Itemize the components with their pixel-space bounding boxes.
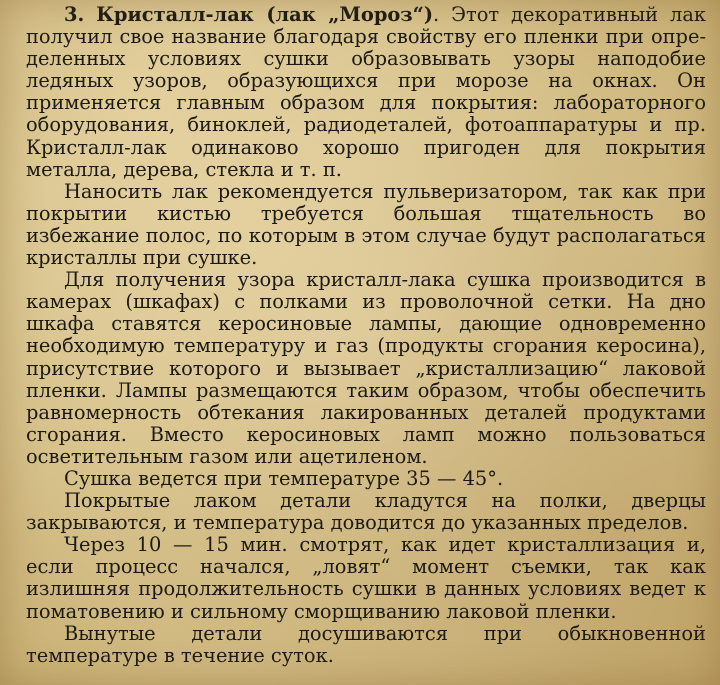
section-paragraph-3: Для получения узора кристалл-лака сушка производится в камерах (шкафах) с полками из проволочной сетки. На дно шкафа ставятся керосиновые лампы, дающие одновременно необходимую температуру и газ (продукты сгорания керосина), присутствие которого и вызывает „кристаллизацию“ лаковой пленки. Лампы размещаются таким образом, чтобы обеспечить равномерность обтекания лакированных деталей продуктами сгорания. Вместо керосиновых ламп можно пользоваться осветительным газом или ацетиленом. (26, 268, 706, 468)
section-paragraph-5: Покрытые лаком детали кладутся на полки, дверцы закрываются, и температура доводится до указанных пределов. (26, 489, 706, 535)
section-paragraph-2: Наносить лак рекомендуется пульверизатором, так как при покрытии кистью требуется большая тщательность во избежание полос, по которым в этом случае будут располагаться кристаллы при сушке. (26, 179, 706, 270)
section-paragraph-6: Через 10 — 15 мин. смотрят, как идет кристаллизация и, если процесс начался, „ловят“ момент съемки, так как излишняя продолжительность сушки в данных условиях ведет к поматовению и сильному сморщиванию лаковой пленки. (26, 533, 706, 623)
section-heading-number: 3. (64, 3, 85, 26)
section-paragraph-1: 3. Кристалл-лак (лак „Мороз“). Этот декоративный лак получил свое название благодаря свойству его пленки при определенных условиях сушки образовывать узоры наподобие ледяных узоров, образующихся при морозе на окнах. Он применяется главным образом для покрытия: лабораторного оборудования, биноклей, радиодеталей, фотоаппаратуры и пр. Кристалл-лак одинаково хорошо пригоден для покрытия металла, дерева, стекла и т. п. (26, 3, 706, 181)
section-paragraph-4: Сушка ведется при температуре 35 — 45°. (64, 466, 504, 490)
section-heading-title: Кристалл-лак (лак „Мороз“) (96, 3, 434, 26)
paragraph-1-text: Этот декоративный лак получил свое название благодаря свойству его пленки при определенных условиях сушки образовывать узоры наподобие ледяных узоров, образующихся при морозе на окнах. Он применяется главным образом для покрытия: лабораторного оборудования, биноклей, радиодеталей, фотоаппаратуры и пр. Кристалл-лак одинаково хорошо пригоден для покрытия металла, дерева, стекла и т. п. (26, 3, 706, 181)
section-paragraph-7: Вынутые детали досушиваются при обыкновенной температуре в течение суток. (26, 621, 706, 667)
